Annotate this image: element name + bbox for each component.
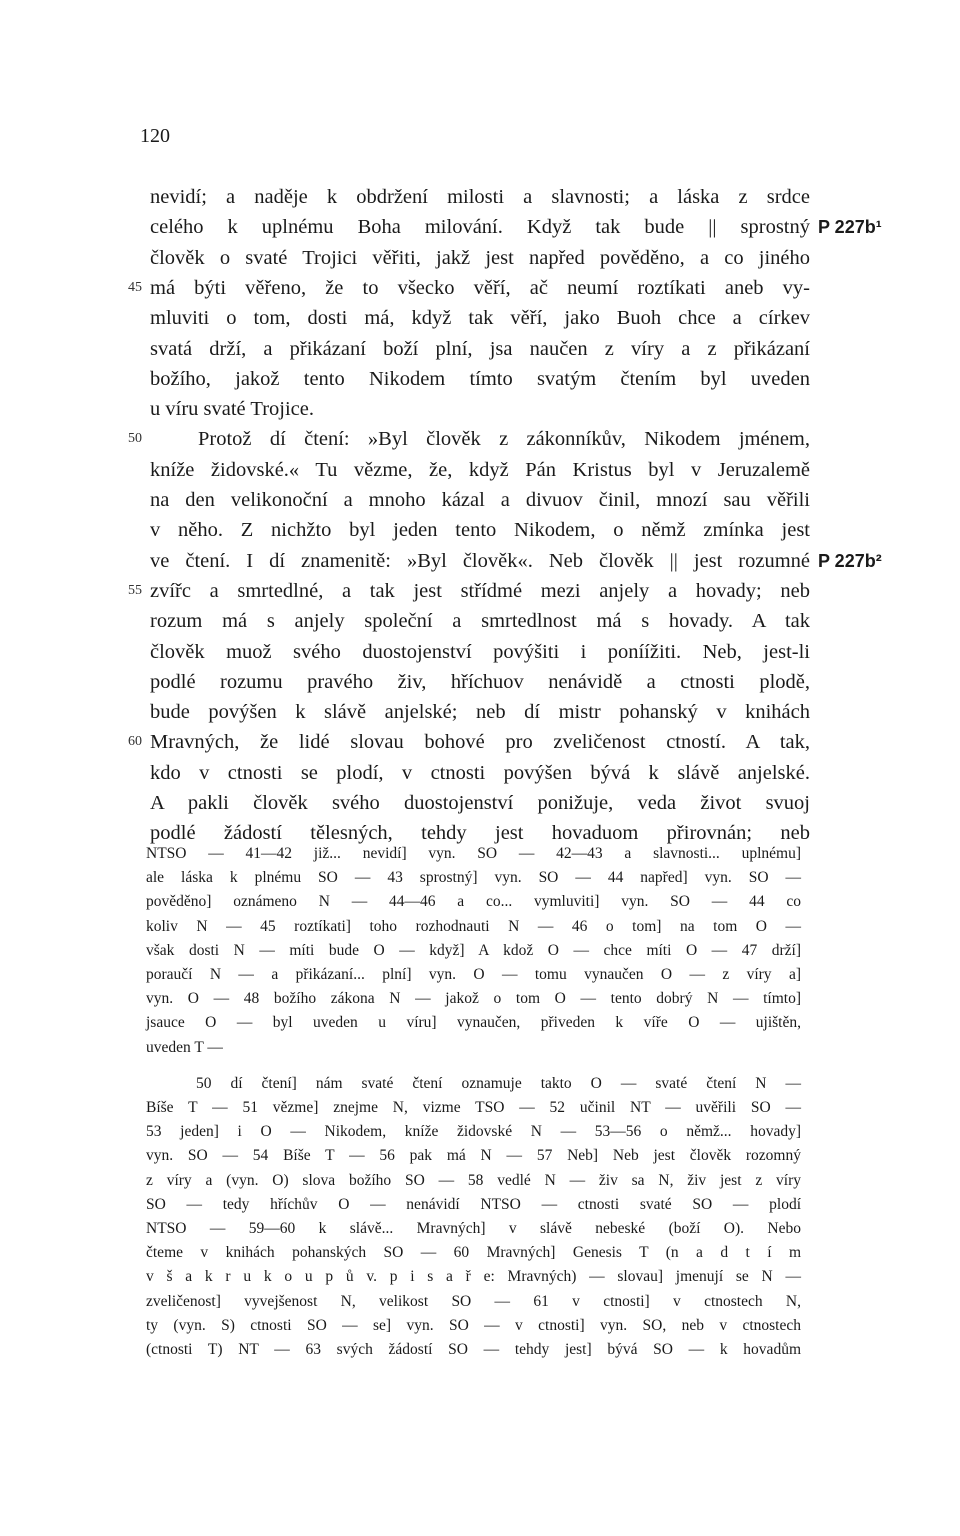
line-text: má býti věřeno, že to všecko věří, ač neumí roztíkati aneb vy- [150,276,810,299]
apparatus-text: koliv N — 45 roztíkati] toho rozhodnauti N — 46 o tom] na tom O — [146,917,801,935]
line-text: ve čtení. I dí znamenitě: »Byl člověk«. Neb člověk || jest rozumné [150,549,810,572]
text-line [150,455,810,485]
apparatus-line [146,1241,801,1265]
text-line [150,182,810,212]
line-text: kdo v ctnosti se plodí, v ctnosti povýšen bývá k slávě anjelské. [150,761,810,784]
apparatus-text: v š a k r u k o u p ů v. p i s a ř e: Mravných) — slovau] jmenují se N — [146,1268,801,1286]
apparatus-text: však dosti N — míti bude O — když] A kdož O — chce míti O — 47 drží] [146,941,801,959]
line-text: rozum má s anjely společní a smrtedlnost má s hovady. A tak [150,610,810,633]
line-text: zvířc a smrtedlné, a tak jest střídmé mezi anjely a hovady; neb [150,579,810,602]
text-line [128,576,810,606]
text-line [150,758,810,788]
text-line [150,394,810,424]
apparatus-line [146,987,801,1011]
line-number: 55 [128,582,142,598]
apparatus-line [146,1338,801,1362]
apparatus-line [146,915,801,939]
line-text: A pakli člověk svého duostojenství ponižuje, veda život svuoj [150,792,810,814]
line-text: božího, jakož tento Nikodem tímto svatým čtením byl uveden [150,367,810,390]
apparatus-text: 50 dí čtení] nám svaté čtení oznamuje takto O — svaté čtení N — [196,1074,801,1092]
apparatus-line [146,1217,801,1241]
text-line [128,273,810,303]
text-line [150,212,882,242]
apparatus-line [146,1120,801,1144]
apparatus-line [146,1314,801,1338]
line-text: nevidí; a naděje k obdržení milosti a slavnosti; a láska z srdce [150,186,810,208]
apparatus-text: vyn. O — 48 božího zákona N — jakož o tom O — tento dobrý N — tímto] [146,990,801,1008]
apparatus-line [146,1096,801,1120]
line-text: Mravných, že lidé slovau bohové pro zveličenost ctností. A tak, [150,731,810,754]
apparatus-line [146,1144,801,1168]
apparatus-text: SO — tedy hříchův O — nenávidí NTSO — ctnosti svaté SO — plodí [146,1195,801,1213]
line-text: podlé rozumu pravého živ, hříchuov nenávidě a ctnosti plodě, [150,670,810,693]
apparatus-line [146,1036,801,1060]
text-line [150,515,810,545]
text-line [150,637,810,667]
page-number: 120 [140,125,170,147]
line-text: podlé žádostí tělesných, tehdy jest hovaduom přirovnán; neb [150,822,810,845]
line-text: člověk o svaté Trojici věřiti, jakž jest napřed pověděno, a co jiného [150,246,810,269]
line-text: Protož dí čtení: »Byl člověk z zákonníkův, Nikodem jménem, [198,428,810,451]
line-number: 60 [128,734,142,750]
text-line [150,485,810,515]
line-text: člověk muož svého duostojenství povýšiti i poníížiti. Neb, jest-li [150,640,810,663]
apparatus-line [146,1169,801,1193]
apparatus-text: poraučí N — a přikázaní... plní] vyn. O — tomu vynaučen O — z víry a] [146,966,801,983]
line-text: celého k uplnému Boha milování. Když tak bude || sprostný [150,216,810,239]
manuscript-folio-ref: P 227b¹ [818,217,882,238]
apparatus-line [146,890,801,914]
apparatus-line [146,1011,801,1035]
apparatus-text: jsauce O — byl uveden u víru] vynaučen, přiveden k víře O — ujištěn, [146,1014,801,1032]
text-line [128,727,810,757]
line-number: 50 [128,431,142,447]
apparatus-text: (ctnosti T) NT — 63 svých žádostí SO — tehdy jest] bývá SO — k hovadům [146,1341,801,1358]
text-line [128,424,810,454]
text-line [150,303,810,333]
apparatus-text: ale láska k plnému SO — 43 sprostný] vyn. SO — 44 napřed] vyn. SO — [146,869,801,887]
line-text: kníže židovské.« Tu vězme, že, když Pán Kristus byl v Jeruzalemě [150,458,810,481]
apparatus-text: 53 jeden] i O — Nikodem, kníže židovské N — 53—56 o němž... hovady] [146,1123,801,1141]
manuscript-folio-ref: P 227b² [818,550,882,571]
text-line [150,334,810,364]
text-line [150,788,810,818]
apparatus-line [146,939,801,963]
apparatus-text: ty (vyn. S) ctnosti SO — se] vyn. SO — v ctnosti] vyn. SO, neb v ctnostech [146,1316,801,1334]
apparatus-text: pověděno] oznámeno N — 44—46 a co... vymluviti] vyn. SO — 44 co [146,893,801,911]
apparatus-text: uveden T — [146,1038,223,1056]
apparatus-text: z víry a (vyn. O) slova božího SO — 58 vedlé N — živ sa N, živ jest z víry [146,1171,801,1189]
text-line [150,364,810,394]
text-line [150,546,882,576]
apparatus-text: vyn. SO — 54 Bíše T — 56 pak má N — 57 Neb] Neb jest člověk rozomný [146,1147,801,1165]
text-line [150,606,810,636]
text-line [150,667,810,697]
apparatus-text: NTSO — 41—42 již... nevidí] vyn. SO — 42—43 a slavnosti... uplnému] [146,845,801,862]
line-text: v něho. Z nichžto byl jeden tento Nikodem, o němž zmínka jest [150,519,810,542]
apparatus-text: Bíše T — 51 vězme] znejme N, vizme TSO — 52 učinil NT — uvěřili SO — [146,1099,801,1116]
line-text: svatá drží, a přikázaní boží plní, jsa naučen z víry a z přikázaní [150,337,810,360]
apparatus-text: NTSO — 59—60 k slávě... Mravných] v slávě nebeské (boží O). Nebo [146,1220,801,1237]
apparatus-text: zveličenost] vyvejšenost N, velikost SO — 61 v ctnosti] v ctnostech N, [146,1292,801,1310]
apparatus-line [146,842,801,866]
text-line [150,697,810,727]
line-text: u víru svaté Trojice. [150,398,314,421]
apparatus-line [146,963,801,987]
line-text: na den velikonoční a mnoho kázal a divuov činil, mnozí sau věřili [150,489,810,511]
apparatus-line [146,1072,801,1096]
line-text: mluviti o tom, dosti má, když tak věří, jako Buoh chce a církev [150,307,810,330]
line-text: bude povýšen k slávě anjelské; neb dí mistr pohanský v knihách [150,701,810,724]
line-number: 45 [128,279,142,295]
apparatus-line [146,866,801,890]
text-line [150,243,810,273]
apparatus-line [146,1193,801,1217]
apparatus-text: čteme v knihách pohanských SO — 60 Mravných] Genesis T (n a d t í m [146,1244,801,1262]
apparatus-line [146,1290,801,1314]
apparatus-line [146,1265,801,1289]
